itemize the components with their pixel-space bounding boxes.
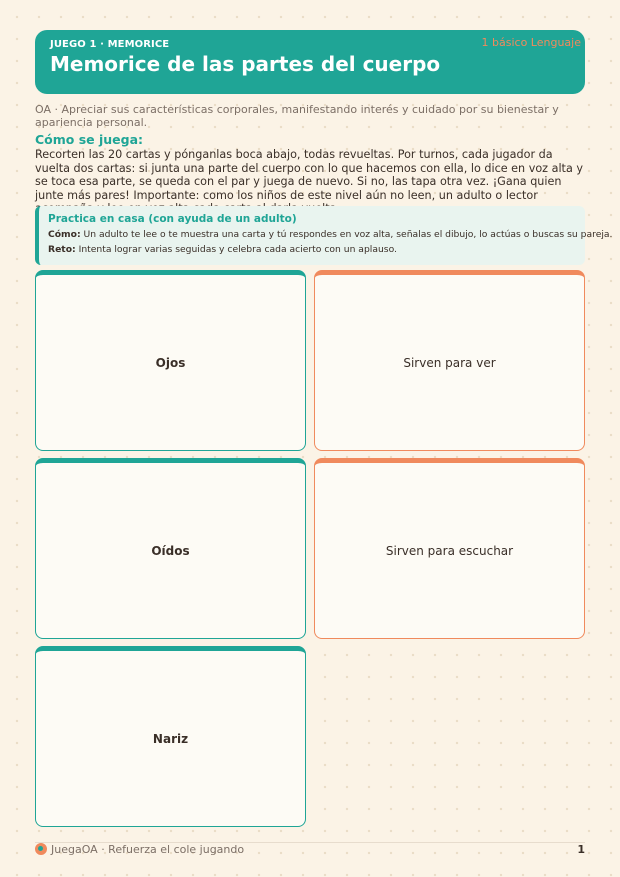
practice-how-text: Un adulto te lee o te muestra una carta y tú respondes en voz alta, señalas el dibujo, lo actúas o buscas su pareja. [83,229,613,240]
learning-objective: OA · Apreciar sus características corporales, manifestando interés y cuidado por su bienestar y apariencia personal. [35,103,559,129]
game-header [35,30,585,94]
page-title: Memorice de las partes del cuerpo [50,52,441,76]
practice-challenge-text: Intenta lograr varias seguidas y celebra cada acierto con un aplauso. [78,244,397,255]
card-word [35,458,306,639]
brand-logo-icon [35,843,47,855]
practice-challenge [48,244,397,255]
card-label: Oídos [151,543,190,558]
game-kicker: JUEGO 1 · MEMORICE [50,39,170,50]
how-to-play-text: Recorten las 20 cartas y pónganlas boca abajo, todas revueltas. Por turnos, cada jugador da vuelta dos cartas: si junta una parte del cuerpo con lo que hacemos con ella, lo dice en voz alta y se toca esa parte, se queda con el par y juega de nuevo. Si no, las tapa otra vez. ¡Gana quien junte más pares! Importante: como los niños de este nivel aún no leen, un adulto o lector [35,148,583,202]
card-label: Sirven para escuchar [385,543,514,558]
practice-box [35,206,613,265]
card-label: Ojos [155,355,186,370]
grade-subject-tags: 1 básico Lenguaje [481,36,581,49]
practice-challenge-label: Reto: [48,244,76,255]
how-to-play-title: Cómo se juega: [35,132,144,147]
card-label: Sirven para ver [403,355,496,370]
card-definition [314,270,585,451]
practice-how [48,229,612,240]
card-word [35,270,306,451]
card-label: Nariz [152,731,189,746]
page-number: 1 [577,843,585,856]
card-definition [314,458,585,639]
footer [35,843,585,859]
footer-brand: JuegaOA · Refuerza el cole jugando [51,843,245,856]
practice-title: Practica en casa (con ayuda de un adulto) [48,213,297,225]
card-word [35,646,306,827]
practice-how-label: Cómo: [48,229,81,240]
